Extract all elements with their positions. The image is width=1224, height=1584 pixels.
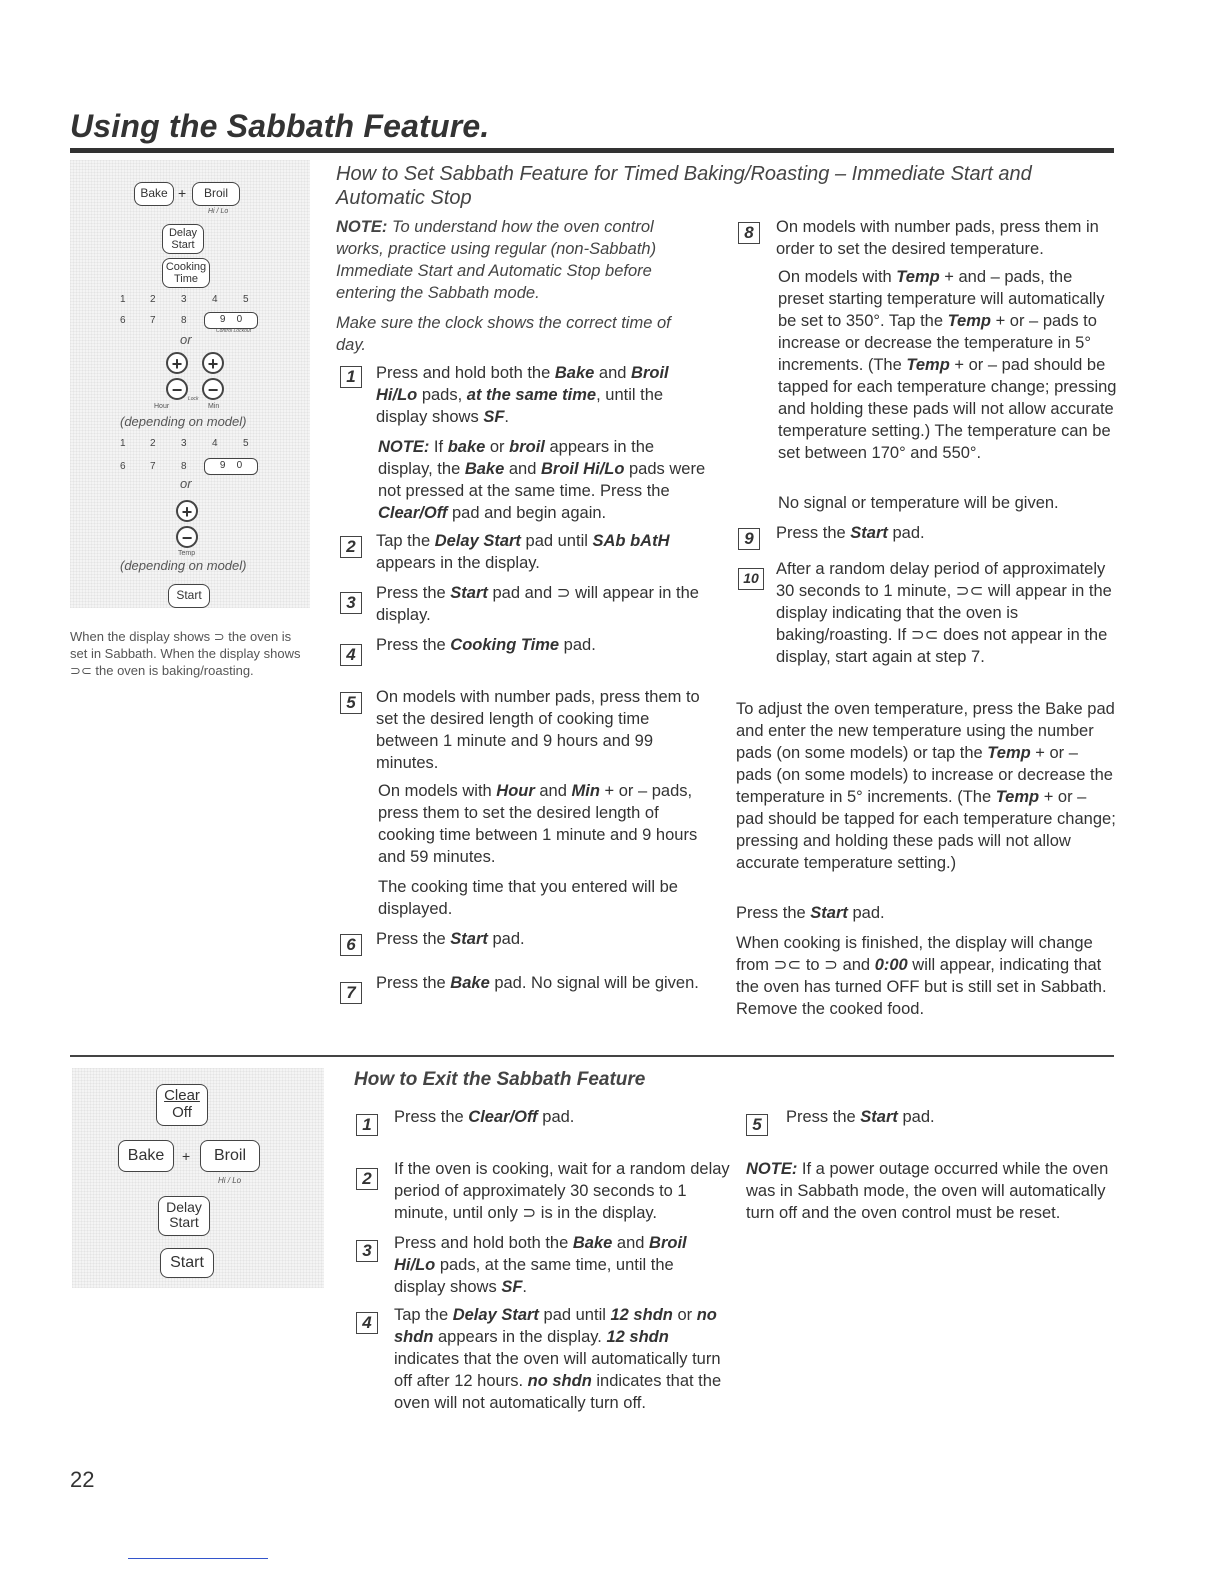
text-run: On models with [378,782,497,800]
text-run: will appear, indicating that the oven has turned OFF but is still set in Sabbath. Remove the cooked food. [736,956,1107,1018]
digit: 6 [120,315,126,326]
display-caption: When the display shows ⊃ the oven is set in Sabbath. When the display shows ⊃⊂ the oven is baking/roasting. [70,629,301,678]
bold-run: Delay Start [434,532,521,550]
hilo-label: Hi / Lo [218,1176,242,1185]
bold-run: Start [850,524,888,542]
plus-sign: + [178,185,187,201]
text-run: If [429,438,448,456]
text-run: and [612,1234,650,1252]
step-text [376,634,706,656]
plus-sign: + [182,1148,191,1164]
adjust-temperature-text [736,698,1116,874]
text-run: To adjust the oven temperature, press the Bake pad and enter the new temperature using the number pads (on some models) or tap the [736,700,1115,762]
text-run: indicates that the oven will not automatically turn off. [394,1372,722,1412]
step-number: 4 [340,644,362,666]
text-run: + or – pads to increase or decrease the temperature in 5° increments. (The [778,312,1097,374]
note-practice [336,216,702,304]
digit: 8 [181,461,187,472]
clear-label: Clear [164,1087,200,1104]
bold-run: broil [509,438,545,456]
bold-run: Min [571,782,600,800]
text-run: If a power outage occurred while the oven was in Sabbath mode, the oven will automatically turn off and the oven control must be reset. [746,1160,1109,1222]
step5-sub-displayed: The cooking time that you entered will be displayed. [378,878,678,918]
step8-sub-temp [778,266,1118,464]
text-run: Press the [376,636,451,654]
bold-run: 12 shdn [606,1328,669,1346]
step-text [376,582,706,626]
broil-pad: Broil [200,1140,260,1172]
step-number: 8 [738,222,760,244]
text-run: pad and begin again. [447,504,607,522]
section-heading-exit-sabbath: How to Exit the Sabbath Feature [354,1069,646,1090]
step-text [786,1106,1116,1128]
text-run: Tap the [376,532,435,550]
bold-run: Temp [995,788,1040,806]
step-number: 2 [340,536,362,558]
bold-run: Temp [947,312,991,330]
digit: 3 [181,294,187,305]
bold-run: Bake [450,974,490,992]
text-run: pad. [897,1108,935,1126]
title-rule [70,148,1114,153]
text-run: pads, [417,386,467,404]
text-run: Press the [776,524,851,542]
digit: 4 [212,294,218,305]
step-text [394,1106,724,1128]
start-label: Start [169,1214,199,1231]
digit: 0 [236,460,243,471]
text-run: pad. [537,1108,575,1126]
bold-run: Start [450,930,488,948]
page-number: 22 [70,1467,95,1492]
bold-run: Temp [896,268,940,286]
or-label: or [180,476,192,491]
text-run: indicates that the oven will automatically turn off after 12 hours. [394,1350,721,1390]
start-pad: Start [160,1248,214,1278]
bold-run: Clear/Off [468,1108,538,1126]
step-number: 1 [356,1114,378,1136]
step-text [776,522,1116,544]
bold-run: Bake [572,1234,613,1252]
text-run: Press the [394,1108,469,1126]
step8-sub-signal: No signal or temperature will be given. [778,494,1059,512]
bake-pad: Bake [118,1140,174,1172]
step-text [776,558,1116,668]
step-number: 9 [738,528,760,550]
digit: 7 [150,315,156,326]
temp-minus-icon: − [176,526,198,548]
digit: 2 [150,438,156,449]
cooking-label: Cooking [165,261,207,273]
step-number: 5 [746,1114,768,1136]
step-text [776,216,1116,260]
clock-note: Make sure the clock shows the correct time of day. [336,314,671,354]
step-number: 1 [340,366,362,388]
text-run: + or – pads (on some models) to increase or decrease the temperature in 5° increments. (The [736,744,1113,806]
text-run: Tap the [394,1306,453,1324]
step-text [394,1304,724,1414]
digit: 4 [212,438,218,449]
step-number: 7 [340,982,362,1004]
text-run: pad. No signal will be given. [489,974,699,992]
step-number: 2 [356,1168,378,1190]
text-run: and [534,782,572,800]
text-run: + or – pads, press them to set the desired length of cooking time between 1 minute and 9 hours and 59 minutes. [378,782,698,866]
bold-run: Start [860,1108,898,1126]
digit: 5 [243,438,249,449]
text-run: + or – pad should be tapped for each temperature change; pressing and holding these pads will not allow accurate temperature setting.) [736,788,1116,872]
press-start-text [736,902,1116,924]
text-run: . [504,408,509,426]
text-run: When cooking is finished, the display will change from ⊃⊂ to ⊃ and [736,934,1093,974]
bold-run: SF [483,408,505,426]
text-run: If the oven is cooking, wait for a random delay period of approximately 30 seconds to 1 minute, until only ⊃ is in the display. [394,1160,730,1222]
bold-run: NOTE: [378,438,430,456]
text-run: pad until [538,1306,611,1324]
text-run: pad. [559,636,596,654]
digit: 0 [236,314,243,325]
step-number: 5 [340,692,362,714]
hilo-label: Hi / Lo [208,208,229,215]
step1-note [378,436,708,524]
bold-run: Broil Hi/Lo [394,1234,687,1274]
delay-label: Delay [168,227,198,239]
text-run: pad until [520,532,593,550]
step-text [394,1232,724,1298]
bold-run: bake [447,438,486,456]
note-label: NOTE: [336,218,388,236]
depending-on-model-label: (depending on model) [120,558,247,573]
section-heading-set-sabbath: How to Set Sabbath Feature for Timed Baking/Roasting – Immediate Start and Automatic Stop [336,163,1032,209]
digit: 1 [120,294,126,305]
step-text [376,530,706,574]
control-lockout-label: Control Lockout [216,328,252,334]
depending-on-model-label: (depending on model) [120,414,247,429]
bold-run: no shdn [394,1306,717,1346]
text-run: appears in the display. [376,554,540,572]
start-pad: Start [168,584,210,608]
bold-run: Start [810,904,848,922]
text-run: Press the [376,974,451,992]
step-text [376,362,706,428]
power-outage-note [746,1158,1116,1224]
text-run: On models with number pads, press them in order to set the desired temperature. [776,218,1099,258]
step-text [376,972,706,994]
bold-run: 0:00 [874,956,908,974]
delay-label: Delay [166,1199,202,1215]
digit: 7 [150,461,156,472]
step-number: 10 [738,568,764,590]
hour-minus-icon: − [166,378,188,400]
page-title: Using the Sabbath Feature. [70,108,490,144]
text-run: + or – pad should be tapped for each temperature change; pressing and holding these pads will not allow accurate temperature setting.) The temperature can be set between 170° and 550°. [778,356,1117,462]
text-run: pads, at the same time, until the display shows [394,1256,674,1296]
bold-run: Temp [987,744,1031,762]
step-number: 3 [356,1240,378,1262]
exit-control-panel-illustration [72,1068,324,1288]
bold-run: Delay Start [452,1306,539,1324]
min-label: Min [208,403,220,410]
text-run: Press and hold both the [376,364,555,382]
text-run: pad. [887,524,925,542]
bold-run: Clear/Off [378,504,448,522]
text-run: Press the [376,584,451,602]
min-plus-icon: + [202,352,224,374]
text-run: and [504,460,541,478]
time-label: Time [173,273,199,286]
temp-label: Temp [178,550,196,557]
step5-sub-hour-min [378,780,714,868]
footer-line [128,1558,268,1559]
broil-pad: Broil [192,182,240,206]
delay-start-pad [162,224,204,254]
control-panel-illustration [70,160,310,608]
text-run: After a random delay period of approximately 30 seconds to 1 minute, ⊃⊂ will appear in the display indicating that the oven is baking/roasting. If ⊃⊂ does not appear in the display, start again at step 7. [776,560,1112,666]
start-label: Start [171,239,195,252]
text-run: Press the [376,930,451,948]
digit-9-0-pad [204,458,258,475]
step-text [376,928,706,950]
bold-run: Bake [464,460,505,478]
digit: 9 [219,314,226,325]
bold-run: Cooking Time [450,636,560,654]
or-label: or [180,332,192,347]
cooking-finished-text [736,932,1116,1020]
digit: 1 [120,438,126,449]
text-run: . [522,1278,527,1296]
text-run: appears in the display. [433,1328,607,1346]
bold-run: no shdn [527,1372,592,1390]
bold-run: Start [450,584,488,602]
bold-run: Broil Hi/Lo [376,364,669,404]
text-run: On models with number pads, press them to set the desired length of cooking time between 1 minute and 9 hours and 99 minutes. [376,688,700,772]
text-run: + and – pads, the preset starting temperature will automatically be set to 350°. Tap the [778,268,1105,330]
lock-label: Lock [188,396,199,402]
bold-run: at the same time [466,386,597,404]
delay-start-pad [158,1196,210,1236]
hour-plus-icon: + [166,352,188,374]
section-divider [70,1055,1114,1057]
text-run: pad. [487,930,525,948]
step-number: 4 [356,1312,378,1334]
text-run: and [594,364,632,382]
digit: 8 [181,315,187,326]
digit: 6 [120,461,126,472]
off-label: Off [172,1103,192,1121]
bold-run: Bake [554,364,595,382]
text-run: Press the [786,1108,861,1126]
digit: 9 [219,460,226,471]
bold-run: SF [501,1278,523,1296]
min-minus-icon: − [202,378,224,400]
text-run: pads were not pressed at the same time. Press the [378,460,706,500]
digit: 5 [243,294,249,305]
text-run: Press the [736,904,811,922]
text-run: pad. [847,904,885,922]
text-run: pad and ⊃ will appear in the display. [376,584,699,624]
text-run: or [672,1306,697,1324]
temp-plus-icon: + [176,500,198,522]
text-run: , until the display shows [376,386,664,426]
bake-pad: Bake [134,182,174,206]
digit: 2 [150,294,156,305]
text-run: or [485,438,510,456]
bold-run: Temp [906,356,950,374]
text-run: On models with [778,268,897,286]
hour-label: Hour [154,403,170,410]
bold-run: Broil Hi/Lo [540,460,625,478]
step-number: 3 [340,592,362,614]
note-text: To understand how the oven control works, practice using regular (non-Sabbath) Immediate Start and Automatic Stop before entering the Sabbath mode. [336,218,657,302]
clear-off-pad [156,1084,208,1126]
text-run: Press and hold both the [394,1234,573,1252]
step-text [394,1158,730,1224]
step-number: 6 [340,934,362,956]
cooking-time-pad [162,258,210,288]
bold-run: Hour [496,782,535,800]
bold-run: NOTE: [746,1160,798,1178]
digit-9-0-pad [204,312,258,329]
digit: 3 [181,438,187,449]
step-text [376,686,706,774]
text-run: appears in the display, the [378,438,655,478]
bold-run: SAb bAtH [592,532,670,550]
bold-run: 12 shdn [610,1306,673,1324]
